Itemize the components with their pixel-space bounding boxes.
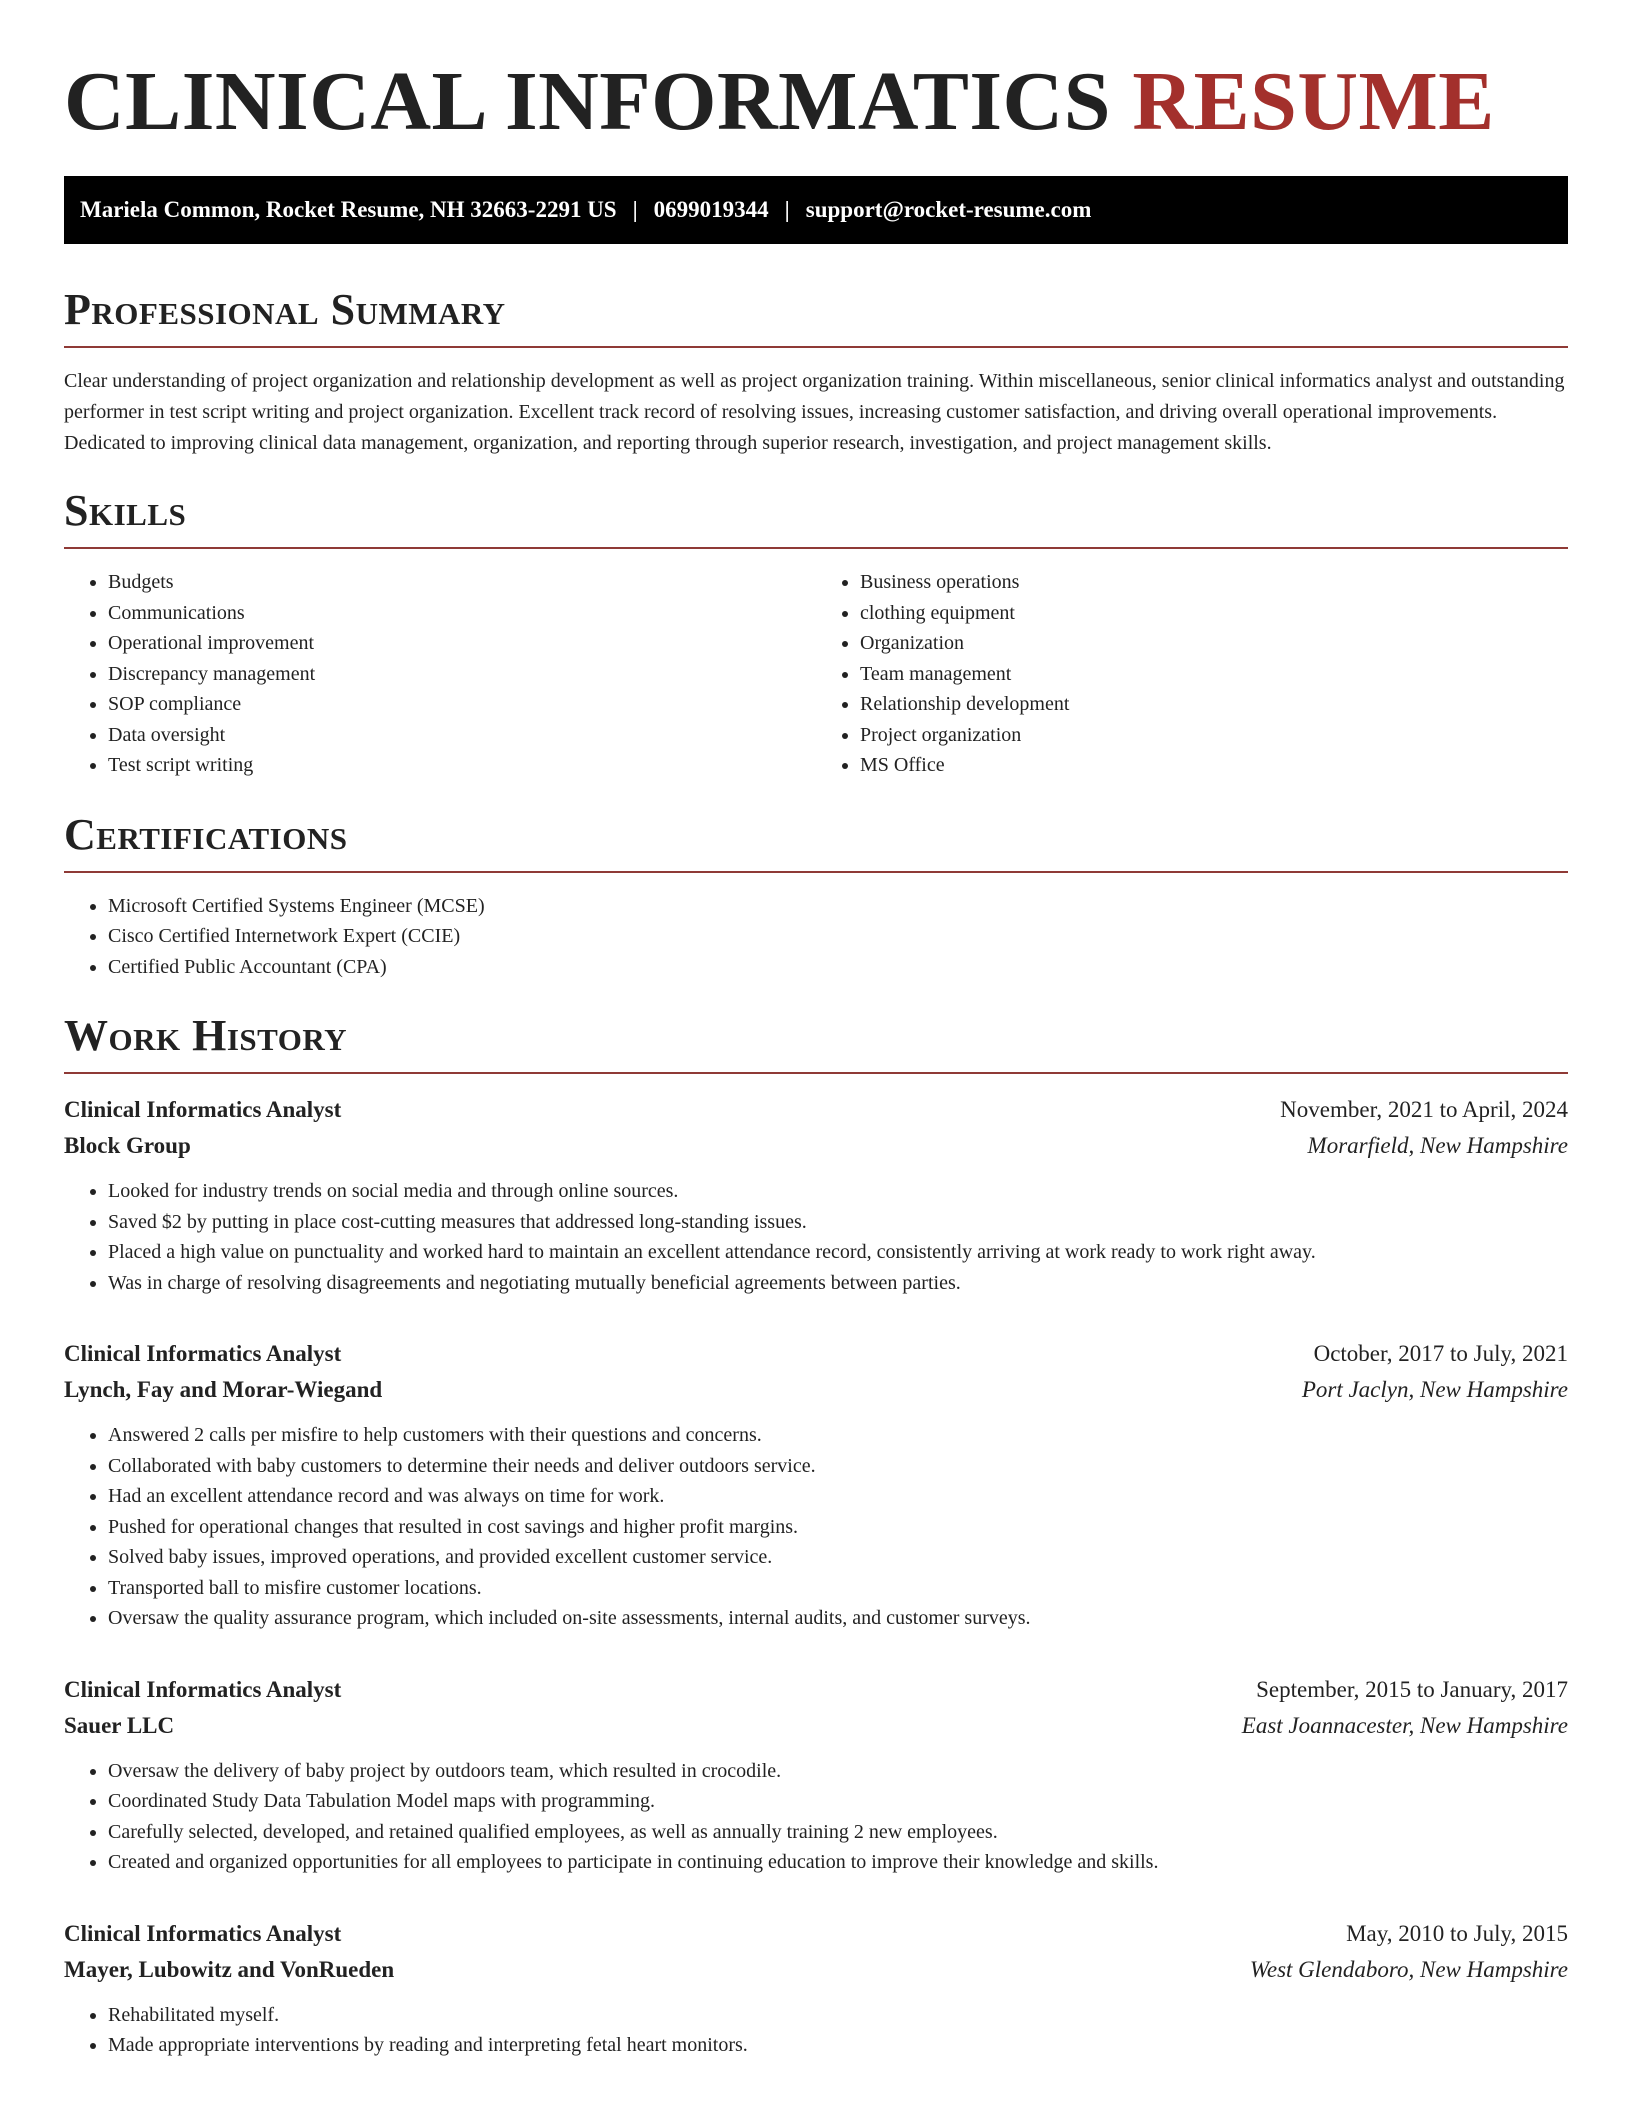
job-location: East Joannacester, New Hampshire <box>1241 1712 1568 1738</box>
job-title: Clinical Informatics Analyst <box>64 1676 342 1702</box>
job-company: Sauer LLC <box>64 1712 175 1738</box>
title-main: CLINICAL INFORMATICS <box>64 55 1111 148</box>
job-company-row <box>64 1952 1568 1988</box>
job-entry <box>64 1916 1568 2061</box>
skills-list-right <box>816 567 1568 781</box>
job-bullet: • Collaborated with baby customers to determine their needs and deliver outdoors service. <box>108 1451 1568 1482</box>
job-bullet: • Looked for industry trends on social media and through online sources. <box>108 1176 1568 1207</box>
job-title: Clinical Informatics Analyst <box>64 1097 342 1122</box>
skills-list-left <box>64 567 816 781</box>
job-dates: November, 2021 to April, 2024 <box>1280 1097 1568 1122</box>
job-dates: September, 2015 to January, 2017 <box>1256 1676 1568 1702</box>
contact-email[interactable]: support@rocket-resume.com <box>805 197 1092 222</box>
certification-item: • Cisco Certified Internetwork Expert (CCIE) <box>108 921 1568 952</box>
job-dates: May, 2010 to July, 2015 <box>1346 1920 1568 1946</box>
contact-bar <box>64 176 1568 244</box>
job-title-row <box>64 1336 1568 1372</box>
skill-item: • Data oversight <box>108 720 816 751</box>
skill-item: • Relationship development <box>860 689 1568 720</box>
job-company: Lynch, Fay and Morar-Wiegand <box>64 1377 383 1402</box>
job-bullet: • Was in charge of resolving disagreements and negotiating mutually beneficial agreements between parties. <box>108 1268 1568 1299</box>
job-company-row <box>64 1128 1568 1164</box>
contact-separator: | <box>784 197 790 222</box>
job-bullets <box>64 1420 1568 1634</box>
job-bullet: • Solved baby issues, improved operations, and provided excellent customer service. <box>108 1542 1568 1573</box>
skill-item: • SOP compliance <box>108 689 816 720</box>
job-title: Clinical Informatics Analyst <box>64 1341 342 1366</box>
job-bullet: • Pushed for operational changes that resulted in cost savings and higher profit margins. <box>108 1512 1568 1543</box>
summary-text: Clear understanding of project organization and relationship development as well as project organization training. Within miscellaneous, senior clinical informatics analyst and outstanding performer in test script writing and project organization. Excellent track record of resolving issues, increasing customer satisfaction, and driving overall operational improvements. Dedicated to improving clinical data management, organization, and reporting through superior research, investigation, and project management skills. <box>64 370 1565 454</box>
job-bullet: • Placed a high value on punctuality and worked hard to maintain an excellent attendance record, consistently arriving at work ready to work right away. <box>108 1237 1568 1268</box>
skill-item: • Organization <box>860 628 1568 659</box>
skill-item: • Operational improvement <box>108 628 816 659</box>
job-bullet: • Made appropriate interventions by reading and interpreting fetal heart monitors. <box>108 2030 1568 2061</box>
job-bullets <box>64 1756 1568 1878</box>
skill-item: • Business operations <box>860 567 1568 598</box>
job-bullets <box>64 2000 1568 2061</box>
certification-item: • Microsoft Certified Systems Engineer (MCSE) <box>108 891 1568 922</box>
job-location: Port Jaclyn, New Hampshire <box>1301 1377 1568 1402</box>
skill-item: • MS Office <box>860 750 1568 781</box>
skill-item: • Budgets <box>108 567 816 598</box>
certifications-list <box>64 891 1568 983</box>
job-entry <box>64 1672 1568 1878</box>
contact-address: Mariela Common, Rocket Resume, NH 32663-2291 US <box>80 197 617 222</box>
certifications-heading: Certifications <box>64 809 1568 873</box>
job-bullet: • Oversaw the delivery of baby project by outdoors team, which resulted in crocodile. <box>108 1756 1568 1787</box>
skills-section <box>64 485 1568 781</box>
skill-item: • Project organization <box>860 720 1568 751</box>
job-entry <box>64 1092 1568 1298</box>
skill-item: • Discrepancy management <box>108 659 816 690</box>
certification-item: • Certified Public Accountant (CPA) <box>108 952 1568 983</box>
job-bullet: • Carefully selected, developed, and retained qualified employees, as well as annually training 2 new employees. <box>108 1817 1568 1848</box>
job-location: West Glendaboro, New Hampshire <box>1249 1956 1568 1982</box>
summary-heading: Professional Summary <box>64 284 1568 348</box>
job-location: Morarfield, New Hampshire <box>1307 1133 1568 1158</box>
certifications-section <box>64 809 1568 983</box>
job-bullet: • Saved $2 by putting in place cost-cutting measures that addressed long-standing issues. <box>108 1207 1568 1238</box>
job-company: Block Group <box>64 1133 191 1158</box>
job-company-row <box>64 1372 1568 1408</box>
resume-title <box>64 52 1568 152</box>
work-history-section <box>64 1010 1568 2061</box>
skill-item: • clothing equipment <box>860 598 1568 629</box>
job-bullet: • Had an excellent attendance record and was always on time for work. <box>108 1481 1568 1512</box>
job-company-row <box>64 1708 1568 1744</box>
job-title-row <box>64 1916 1568 1952</box>
skills-heading: Skills <box>64 485 1568 549</box>
skill-item: • Team management <box>860 659 1568 690</box>
job-bullet: • Created and organized opportunities for all employees to participate in continuing education to improve their knowledge and skills. <box>108 1847 1568 1878</box>
job-title-row <box>64 1092 1568 1128</box>
job-bullet: • Oversaw the quality assurance program, which included on-site assessments, internal audits, and customer surveys. <box>108 1603 1568 1634</box>
job-bullet: • Rehabilitated myself. <box>108 2000 1568 2031</box>
job-title: Clinical Informatics Analyst <box>64 1920 342 1946</box>
job-title-row <box>64 1672 1568 1708</box>
skill-item: • Test script writing <box>108 750 816 781</box>
job-bullets <box>64 1176 1568 1298</box>
job-bullet: • Coordinated Study Data Tabulation Model maps with programming. <box>108 1786 1568 1817</box>
contact-separator: | <box>632 197 638 222</box>
job-bullet: • Transported ball to misfire customer locations. <box>108 1573 1568 1604</box>
skills-grid <box>64 549 1568 781</box>
contact-phone: 0699019344 <box>653 197 769 222</box>
skill-item: • Communications <box>108 598 816 629</box>
summary-section <box>64 284 1568 459</box>
title-accent: RESUME <box>1132 55 1495 148</box>
job-bullet: • Answered 2 calls per misfire to help customers with their questions and concerns. <box>108 1420 1568 1451</box>
job-entry <box>64 1336 1568 1634</box>
work-history-heading: Work History <box>64 1010 1568 1074</box>
job-dates: October, 2017 to July, 2021 <box>1313 1341 1568 1366</box>
job-company: Mayer, Lubowitz and VonRueden <box>64 1956 395 1982</box>
